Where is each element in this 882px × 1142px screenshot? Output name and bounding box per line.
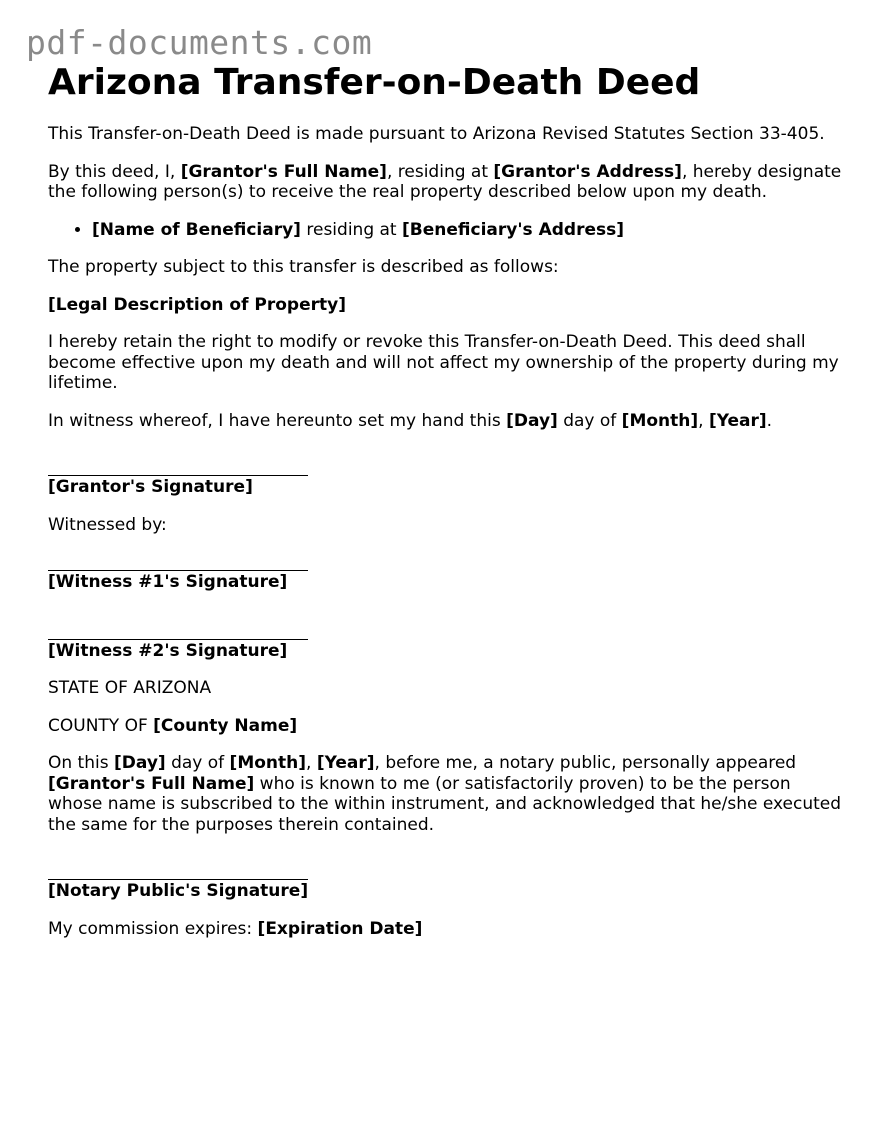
witness1-signature-label: [Witness #1's Signature]	[48, 572, 288, 592]
signature-line	[48, 861, 308, 880]
state-line: STATE OF ARIZONA	[48, 678, 212, 698]
expiration-date-field: [Expiration Date]	[257, 918, 423, 939]
signature-line	[48, 457, 308, 476]
document-page	[48, 62, 848, 956]
signature-line	[48, 621, 308, 640]
day-field: [Day]	[506, 410, 558, 431]
grantor-name-field: [Grantor's Full Name]	[48, 773, 255, 794]
county-name-field: [County Name]	[153, 715, 298, 736]
year-field: [Year]	[708, 410, 767, 431]
witness2-signature-block	[48, 621, 848, 662]
month-field: [Month]	[621, 410, 699, 431]
notary-signature-block	[48, 861, 848, 902]
notary-clause: On this [Day] day of [Month], [Year], before me, a notary public, personally appeared [Grantor's Full Name] who is known to me (or satisfactorily proven) to be the person whose name is subscribed to the within instrument, and acknowledged that he/she executed the same for the purposes therein contained.	[48, 753, 842, 835]
designation-paragraph: By this deed, I, [Grantor's Full Name], residing at [Grantor's Address], hereby designate the following person(s) to receive the real property described below upon my death.	[48, 161, 842, 202]
legal-description-field: [Legal Description of Property]	[48, 294, 346, 315]
witness2-signature-label: [Witness #2's Signature]	[48, 640, 288, 661]
year-field: [Year]	[316, 753, 375, 773]
watermark: pdf-documents.com	[26, 23, 373, 62]
grantor-signature-block	[48, 457, 848, 498]
grantor-address-field: [Grantor's Address]	[493, 161, 682, 182]
beneficiary-list	[48, 220, 848, 241]
beneficiary-name-field: [Name of Beneficiary]	[92, 219, 301, 240]
witnessed-by-label: Witnessed by:	[48, 514, 167, 535]
month-field: [Month]	[229, 753, 307, 773]
document-title: Arizona Transfer-on-Death Deed	[48, 62, 701, 103]
notary-signature-label: [Notary Public's Signature]	[48, 881, 309, 901]
signature-line	[48, 552, 308, 571]
beneficiary-address-field: [Beneficiary's Address]	[402, 219, 624, 240]
commission-line: My commission expires: [Expiration Date]	[48, 918, 423, 939]
list-item: • [Name of Beneficiary] residing at [Beneficiary's Address]	[92, 220, 848, 241]
intro-paragraph: This Transfer-on-Death Deed is made pursuant to Arizona Revised Statutes Section 33-405.	[48, 124, 825, 144]
witness-clause: In witness whereof, I have hereunto set my hand this [Day] day of [Month], [Year].	[48, 410, 773, 431]
grantor-signature-label: [Grantor's Signature]	[48, 477, 253, 497]
grantor-name-field: [Grantor's Full Name]	[180, 161, 387, 182]
property-intro: The property subject to this transfer is described as follows:	[48, 257, 559, 277]
county-line: COUNTY OF [County Name]	[48, 715, 298, 736]
witness1-signature-block	[48, 552, 848, 593]
day-field: [Day]	[113, 753, 166, 773]
retain-clause: I hereby retain the right to modify or revoke this Transfer-on-Death Deed. This deed shall become effective upon my death and will not affect my ownership of the property during my lifetime.	[48, 332, 839, 393]
